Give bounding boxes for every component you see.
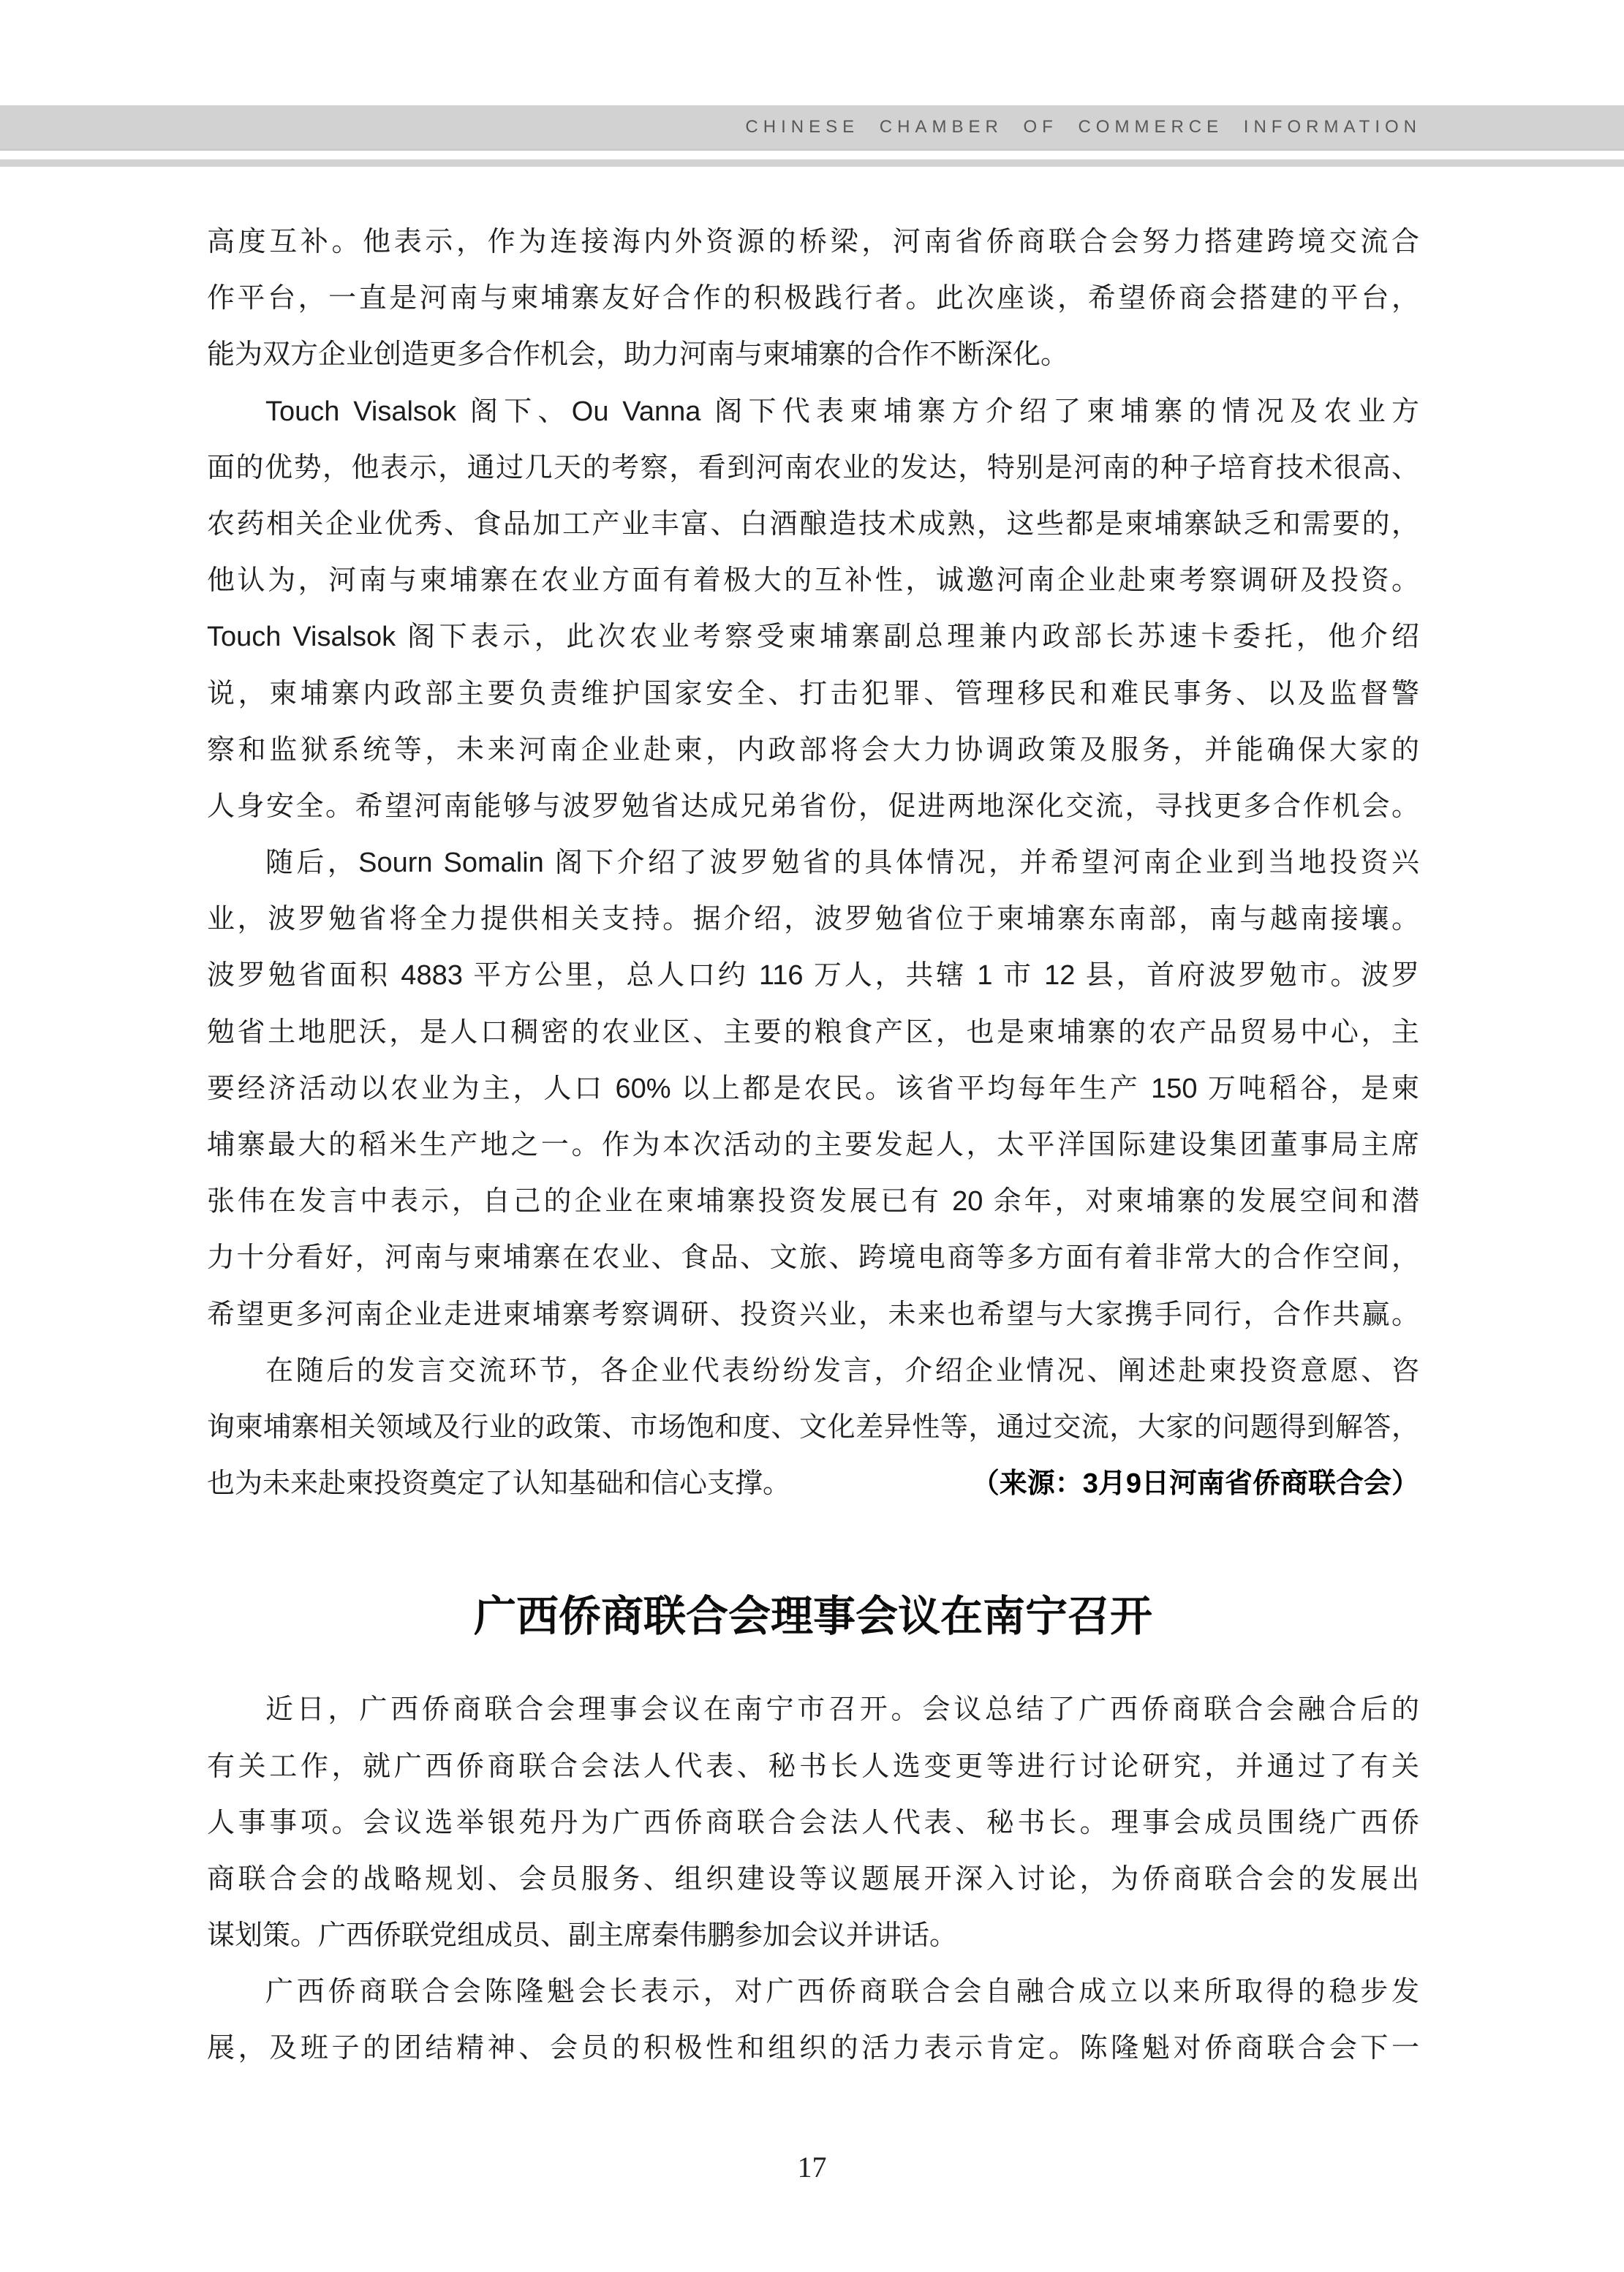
- body-line: Touch Visalsok 阁下、Ou Vanna 阁下代表柬埔寨方介绍了柬埔寨的情况及农业方: [265, 396, 1419, 427]
- body-line: 勉省土地肥沃，是人口稠密的农业区、主要的粮食产区，也是柬埔寨的农产品贸易中心，主: [207, 1016, 1419, 1048]
- paragraph: [207, 1343, 1419, 1513]
- body-line: 人身安全。希望河南能够与波罗勉省达成兄弟省份，促进两地深化交流，寻找更多合作机会。: [207, 790, 1419, 822]
- body-line-with-source: [207, 1456, 1419, 1512]
- body-line: 希望更多河南企业走进柬埔寨考察调研、投资兴业，未来也希望与大家携手同行，合作共赢。: [207, 1299, 1419, 1330]
- closing-text: 也为未来赴柬投资奠定了认知基础和信心支撑。: [207, 1468, 791, 1500]
- body-line: 广西侨商联合会陈隆魁会长表示，对广西侨商联合会自融合成立以来所取得的稳步发: [265, 1977, 1419, 2008]
- body-line: 近日，广西侨商联合会理事会议在南宁市召开。会议总结了广西侨商联合会融合后的: [265, 1694, 1419, 1726]
- article-continuation-body: [207, 214, 1419, 1512]
- body-line: 展，及班子的团结精神、会员的积极性和组织的活力表示肯定。陈隆魁对侨商联合会下一: [207, 2033, 1419, 2064]
- body-line: 高度互补。他表示，作为连接海内外资源的桥梁，河南省侨商联合会努力搭建跨境交流合: [207, 227, 1419, 257]
- paragraph: [207, 384, 1419, 836]
- header-band: [0, 105, 1624, 151]
- header-rule-band: [0, 159, 1624, 167]
- body-line: 察和监狱系统等，未来河南企业赴柬，内政部将会大力协调政策及服务，并能确保大家的: [207, 734, 1419, 766]
- body-line: 有关工作，就广西侨商联合会法人代表、秘书长人选变更等进行讨论研究，并通过了有关: [207, 1751, 1419, 1782]
- body-line: 业，波罗勉省将全力提供相关支持。据介绍，波罗勉省位于柬埔寨东南部，南与越南接壤。: [207, 904, 1419, 935]
- paragraph: [207, 214, 1419, 384]
- article-title: 广西侨商联合会理事会议在南宁召开: [473, 1593, 1152, 1641]
- body-line: 询柬埔寨相关领域及行业的政策、市场饱和度、文化差异性等，通过交流，大家的问题得到解答，: [207, 1411, 1419, 1443]
- paragraph: [207, 835, 1419, 1343]
- body-line: 面的优势，他表示，通过几天的考察，看到河南农业的发达，特别是河南的种子培育技术很高、: [207, 452, 1419, 483]
- body-line: Touch Visalsok 阁下表示，此次农业考察受柬埔寨副总理兼内政部长苏速卡委托，他介绍: [207, 622, 1419, 653]
- page-number: 17: [797, 2151, 827, 2184]
- body-line: 要经济活动以农业为主，人口 60% 以上都是农民。该省平均每年生产 150 万吨稻谷，是柬: [207, 1073, 1419, 1104]
- body-line: 他认为，河南与柬埔寨在农业方面有着极大的互补性，诚邀河南企业赴柬考察调研及投资。: [207, 565, 1419, 597]
- body-line: 在随后的发言交流环节，各企业代表纷纷发言，介绍企业情况、阐述赴柬投资意愿、咨: [265, 1355, 1419, 1386]
- body-line: 波罗勉省面积 4883 平方公里，总人口约 116 万人，共辖 1 市 12 县，首府波罗勉市。波罗: [207, 960, 1419, 992]
- body-line: 张伟在发言中表示，自己的企业在柬埔寨投资发展已有 20 余年，对柬埔寨的发展空间和潜: [207, 1186, 1419, 1218]
- paragraph: [207, 1964, 1419, 2077]
- body-line: 埔寨最大的稻米生产地之一。作为本次活动的主要发起人，太平洋国际建设集团董事局主席: [207, 1130, 1419, 1160]
- paragraph: [207, 1682, 1419, 1964]
- source-citation: （来源：3月9日河南省侨商联合会）: [971, 1468, 1419, 1500]
- body-line: 农药相关企业优秀、食品加工产业丰富、白酒酿造技术成熟，这些都是柬埔寨缺乏和需要的，: [207, 508, 1419, 540]
- body-line: 作平台，一直是河南与柬埔寨友好合作的积极践行者。此次座谈，希望侨商会搭建的平台，: [207, 283, 1419, 314]
- body-line: 能为双方企业创造更多合作机会，助力河南与柬埔寨的合作不断深化。: [207, 339, 1069, 371]
- body-line: 随后，Sourn Somalin 阁下介绍了波罗勉省的具体情况，并希望河南企业到当地投资兴: [265, 848, 1419, 879]
- header-banner-text: CHINESE CHAMBER OF COMMERCE INFORMATION: [745, 117, 1421, 137]
- body-line: 谋划策。广西侨联党组成员、副主席秦伟鹏参加会议并讲话。: [207, 1920, 958, 1952]
- article-body: [207, 1682, 1419, 2077]
- text-column: [207, 214, 1419, 2077]
- body-line: 说，柬埔寨内政部主要负责维护国家安全、打击犯罪、管理移民和难民事务、以及监督警: [207, 678, 1419, 709]
- body-line: 力十分看好，河南与柬埔寨在农业、食品、文旅、跨境电商等多方面有着非常大的合作空间，: [207, 1242, 1419, 1274]
- body-line: 人事事项。会议选举银苑丹为广西侨商联合会法人代表、秘书长。理事会成员围绕广西侨: [207, 1807, 1419, 1838]
- body-line: 商联合会的战略规划、会员服务、组织建设等议题展开深入讨论，为侨商联合会的发展出: [207, 1863, 1419, 1895]
